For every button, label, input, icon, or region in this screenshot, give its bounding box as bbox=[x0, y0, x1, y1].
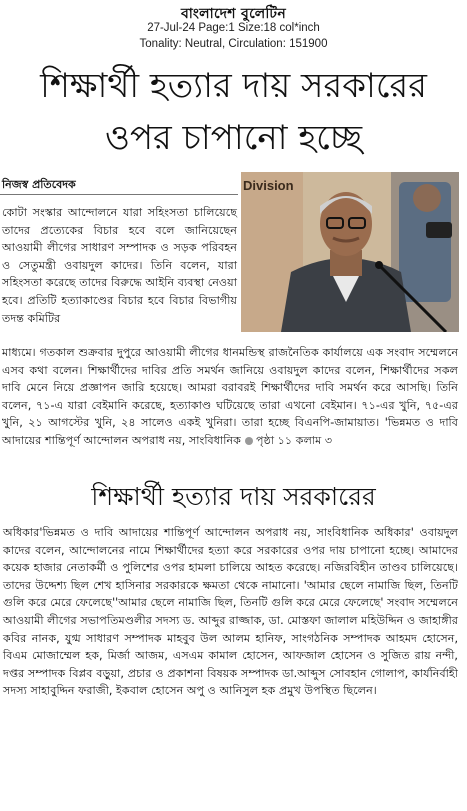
news-photo bbox=[241, 172, 459, 332]
lead-paragraph-column: কোটা সংস্কার আন্দোলনে যারা সহিংসতা চালিয়েছে তাদের প্রত্যেকের বিচার হবে বলে জানিয়েছেন আওয়ামী লীগের সাধারণ সম্পাদক ও সড়ক পরিবহন ও সেতুমন্ত্রী ওবায়দুল কাদের। তিনি বলেন, যারা সহিংসতা করেছে তাদের বিরুদ্ধে আইনি ব্যবস্থা নেওয়া হবে। প্রতিটি হত্যাকাণ্ডের বিচার হবে বিচার বিভাগীয় তদন্ত কমিটির bbox=[2, 206, 237, 325]
headline-line1: শিক্ষার্থী হত্যার দায় সরকারের bbox=[40, 66, 427, 106]
jump-reference: পৃষ্ঠা ১১ কলাম ৩ bbox=[255, 433, 333, 447]
clipping-meta-line1: 27-Jul-24 Page:1 Size:18 col*inch bbox=[147, 22, 320, 34]
continuation-headline: শিক্ষার্থী হত্যার দায় সরকারের bbox=[91, 482, 376, 511]
lead-paragraph-text: মাধ্যমে। গতকাল শুক্রবার দুপুরে আওয়ামী লীগের ধানমন্ডিস্থ রাজনৈতিক কার্যালয়ে এক সংবাদ সম্মেলনে এসব কথা বলেন। শিক্ষার্থীদের দাবির প্রতি সমর্থন জানিয়ে ওবায়দুল কাদের বলেন, শিক্ষার্থীদের সকল দাবি মেনে নিয়ে প্রজ্ঞাপন জারি হয়েছে। আমরা বরাবরই শিক্ষার্থীদের দাবি সমর্থন করে আসছি। তিনি বলেন, ৭১-এ যারা বেইমানি করেছে, হত্যাকাণ্ড ঘটিয়েছে তারা এখনো বেইমান। ৭১-এর খুনি, ৭৫-এর খুনি, ২১ আগস্টের খুনি, ২৪ সালেও একই খুনিরা। তারা হচ্ছে বিএনপি-জামায়াত। 'ভিন্নমত ও দাবি আদায়ের শান্তিপূর্ণ আন্দোলন অপরাধ নয়, সাংবিধানিক bbox=[2, 346, 458, 447]
lead-paragraph-continued bbox=[2, 344, 458, 450]
newspaper-masthead: বাংলাদেশ বুলেটিন bbox=[180, 6, 287, 22]
byline-divider bbox=[0, 194, 238, 195]
headline-line2: ওপর চাপানো হচ্ছে bbox=[104, 118, 363, 158]
speaker-photo-illustration bbox=[241, 172, 459, 332]
continuation-body: অধিকার'ভিন্নমত ও দাবি আদায়ের শান্তিপূর্ণ আন্দোলন অপরাধ নয়, সাংবিধানিক অধিকার' ওবায়দুল কাদের বলেন, আন্দোলনের নামে শিক্ষার্থীদের হত্যা করে সরকারের ওপর দায় চাপানো হচ্ছে। আমাদের কয়েক হাজার নেতাকর্মী ও পুলিশের ওপর হামলা চালিয়ে আহত করেছে। নজিরবিহীন তাণ্ডব চালিয়েছে। তাদের উদ্দেশ্য ছিল শেখ হাসিনার সরকারকে ক্ষমতা থেকে নামানো। 'আমার ছেলে নামাজি ছিল, তিনটি গুলি করে মেরে ফেলেছে''আমার ছেলে নামাজি ছিল, তিনটি গুলি করে মেরে ফেলেছে' সংবাদ সম্মেলনে আওয়ামী লীগের সভাপতিমণ্ডলীর সদস্য ড. আব্দুর রাজ্জাক, ডা. মোস্তফা জালাল মহিউদ্দিন ও জাহাঙ্গীর কবির নানক, যুগ্ম সাধারণ সম্পাদক মাহবুব উল আলম হানিফ, সাংগঠনিক সম্পাদক আহমদ হোসেন, বিএম মোজাম্মেল হক, মির্জা আজম, এসএম কামাল হোসেন, আফজাল হোসেন ও সুজিত রায় নন্দী, দপ্তর সম্পাদক বিপ্লব বড়ুয়া, প্রচার ও প্রকাশনা বিষয়ক সম্পাদক ডা.আব্দুস সোবহান গোলাপ, কার্যনির্বাহী সদস্য সাহাবুদ্দিন ফরাজী, ইকবাল হোসেন অপু ও আনিসুল হক প্রমুখ উপস্থিত ছিলেন। bbox=[3, 526, 458, 698]
clipping-meta-line2: Tonality: Neutral, Circulation: 151900 bbox=[139, 38, 328, 50]
photo-backdrop-text: Division bbox=[243, 178, 294, 193]
jump-bullet-icon bbox=[245, 437, 253, 445]
byline: নিজস্ব প্রতিবেদক bbox=[2, 178, 76, 191]
